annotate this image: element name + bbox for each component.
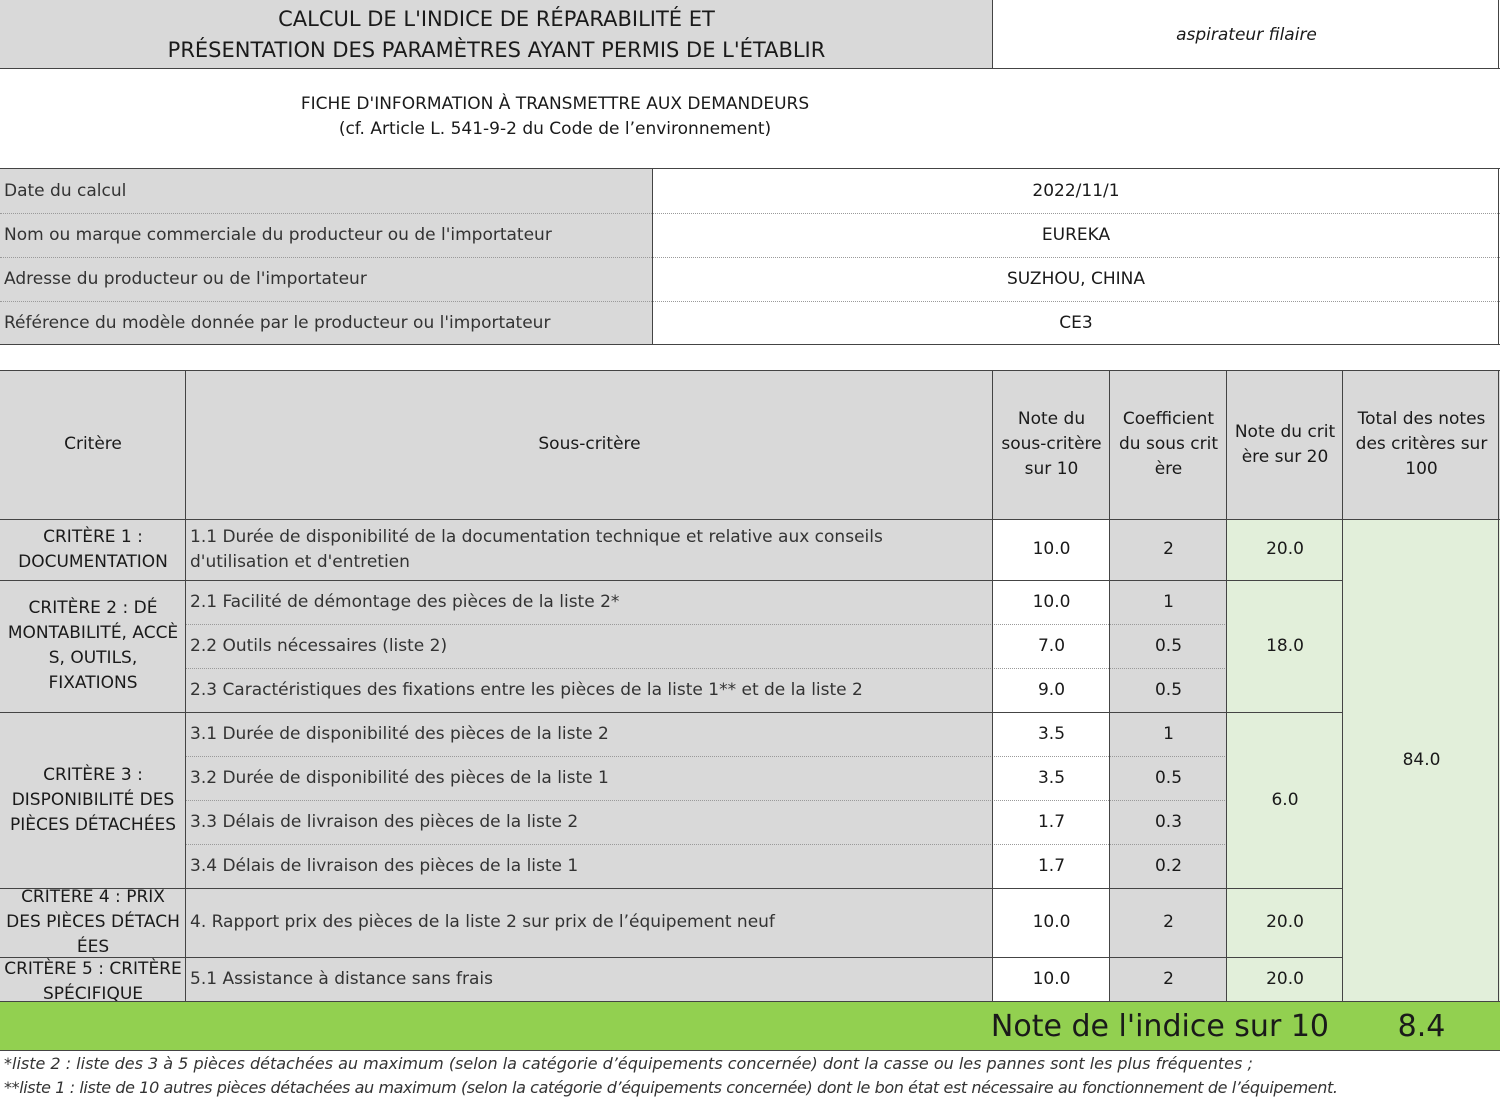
col-header-critere: Critère <box>64 434 122 454</box>
col-header-coefficient: Coefficient du sous crit ère <box>1119 409 1218 479</box>
col-header-sous-critere: Sous-critère <box>538 434 641 454</box>
criterion-2-score: 18.0 <box>1266 635 1304 656</box>
coef-2-3: 0.5 <box>1154 679 1183 700</box>
product-type-text: aspirateur filaire <box>1176 25 1317 45</box>
coef-4: 2 <box>1163 912 1174 932</box>
index-value-text: 8.4 <box>1397 1008 1446 1044</box>
product-type <box>993 0 1500 69</box>
header-title-line2: PRÉSENTATION DES PARAMÈTRES AYANT PERMIS DE L'ÉTABLIR <box>167 37 826 62</box>
coef-5-1: 2 <box>1163 968 1174 989</box>
note-3-4: 1.7 <box>1037 855 1066 876</box>
sub-criterion-3-4: 3.4 Délais de livraison des pièces de la liste 1 <box>190 855 579 876</box>
subtitle <box>0 69 1110 168</box>
info-label-model: Référence du modèle donnée par le producteur ou l'importateur <box>4 312 551 333</box>
criterion-1-label: CRITÈRE 1 : DOCUMENTATION <box>18 526 168 572</box>
sub-criterion-1-1: 1.1 Durée de disponibilité de la documentation technique et relative aux conseils d'utilisation et d'entretien <box>190 526 883 572</box>
coef-2-2: 0.5 <box>1154 635 1183 656</box>
criterion-3-label: CRITÈRE 3 : DISPONIBILITÉ DES PIÈCES DÉTACHÉES <box>10 764 176 835</box>
criterion-1-score: 20.0 <box>1266 539 1304 559</box>
col-header-total: Total des notes des critères sur 100 <box>1355 409 1488 479</box>
info-value-address: SUZHOU, CHINA <box>1006 268 1145 289</box>
sub-criterion-3-2: 3.2 Durée de disponibilité des pièces de la liste 1 <box>190 767 609 788</box>
note-3-1: 3.5 <box>1037 723 1066 744</box>
note-2-2: 7.0 <box>1037 635 1066 656</box>
sub-criterion-5-1: 5.1 Assistance à distance sans frais <box>190 968 493 989</box>
col-header-note-sous: Note du sous-critère sur 10 <box>1001 409 1102 479</box>
coef-3-3: 0.3 <box>1154 811 1183 832</box>
sub-criterion-2-2: 2.2 Outils nécessaires (liste 2) <box>190 635 448 656</box>
index-label-text: Note de l'indice sur 10 <box>990 1008 1329 1044</box>
criterion-4-label: CRITÈRE 4 : PRIX DES PIÈCES DÉTACH ÉES <box>6 888 180 957</box>
note-5-1: 10.0 <box>1032 968 1071 989</box>
note-2-1: 10.0 <box>1032 591 1071 612</box>
coef-3-1: 1 <box>1163 723 1174 744</box>
info-value-brand: EUREKA <box>1041 224 1111 245</box>
coef-3-4: 0.2 <box>1154 855 1183 876</box>
coef-2-1: 1 <box>1163 591 1174 612</box>
sub-criterion-2-1: 2.1 Facilité de démontage des pièces de la liste 2* <box>190 591 620 612</box>
criterion-5-score: 20.0 <box>1266 968 1304 989</box>
note-1-1: 10.0 <box>1032 539 1071 559</box>
sub-criterion-2-3: 2.3 Caractéristiques des fixations entre les pièces de la liste 1** et de la liste 2 <box>190 679 863 700</box>
note-3-3: 1.7 <box>1037 811 1066 832</box>
total-score: 84.0 <box>1402 749 1441 770</box>
criterion-5-label: CRITÈRE 5 : CRITÈRE SPÉCIFIQUE <box>4 959 182 1001</box>
coef-1-1: 2 <box>1163 539 1174 559</box>
info-label-brand: Nom ou marque commerciale du producteur ou de l'importateur <box>4 224 552 245</box>
note-3-2: 3.5 <box>1037 767 1066 788</box>
subtitle-line2: (cf. Article L. 541-9-2 du Code de l’environnement) <box>338 118 772 139</box>
header-title <box>0 0 993 69</box>
footnote-liste-1: **liste 1 : liste de 10 autres pièces détachées au maximum (selon la catégorie d’équipements concernée) dont le bon état est nécessaire au fonctionnement de l’équipement. <box>4 1078 1338 1097</box>
coef-3-2: 0.5 <box>1154 767 1183 788</box>
criterion-2-label: CRITÈRE 2 : DÉ MONTABILITÉ, ACCÈ S, OUTILS, FIXATIONS <box>7 598 179 693</box>
col-header-note-critere: Note du crit ère sur 20 <box>1234 421 1336 467</box>
info-value-model: CE3 <box>1059 312 1093 333</box>
info-label-address: Adresse du producteur ou de l'importateur <box>4 268 367 289</box>
info-value-date: 2022/11/1 <box>1032 180 1120 201</box>
note-4: 10.0 <box>1032 912 1071 932</box>
note-2-3: 9.0 <box>1037 679 1066 700</box>
sub-criterion-4: 4. Rapport prix des pièces de la liste 2 sur prix de l’équipement neuf <box>190 912 775 932</box>
subtitle-line1: FICHE D'INFORMATION À TRANSMETTRE AUX DEMANDEURS <box>300 93 810 114</box>
index-value <box>1343 1002 1500 1050</box>
footnote-liste-2: *liste 2 : liste des 3 à 5 pièces détachées au maximum (selon la catégorie d’équipements concernée) dont la casse ou les pannes sont les plus fréquentes ; <box>4 1054 1253 1073</box>
criterion-4-score: 20.0 <box>1266 912 1304 932</box>
header-title-line1: CALCUL DE L'INDICE DE RÉPARABILITÉ ET <box>278 6 715 31</box>
index-label <box>0 1002 1343 1050</box>
criterion-3-score: 6.0 <box>1271 789 1299 810</box>
info-label-date: Date du calcul <box>4 180 127 201</box>
sub-criterion-3-3: 3.3 Délais de livraison des pièces de la liste 2 <box>190 811 579 832</box>
sub-criterion-3-1: 3.1 Durée de disponibilité des pièces de la liste 2 <box>190 723 609 744</box>
